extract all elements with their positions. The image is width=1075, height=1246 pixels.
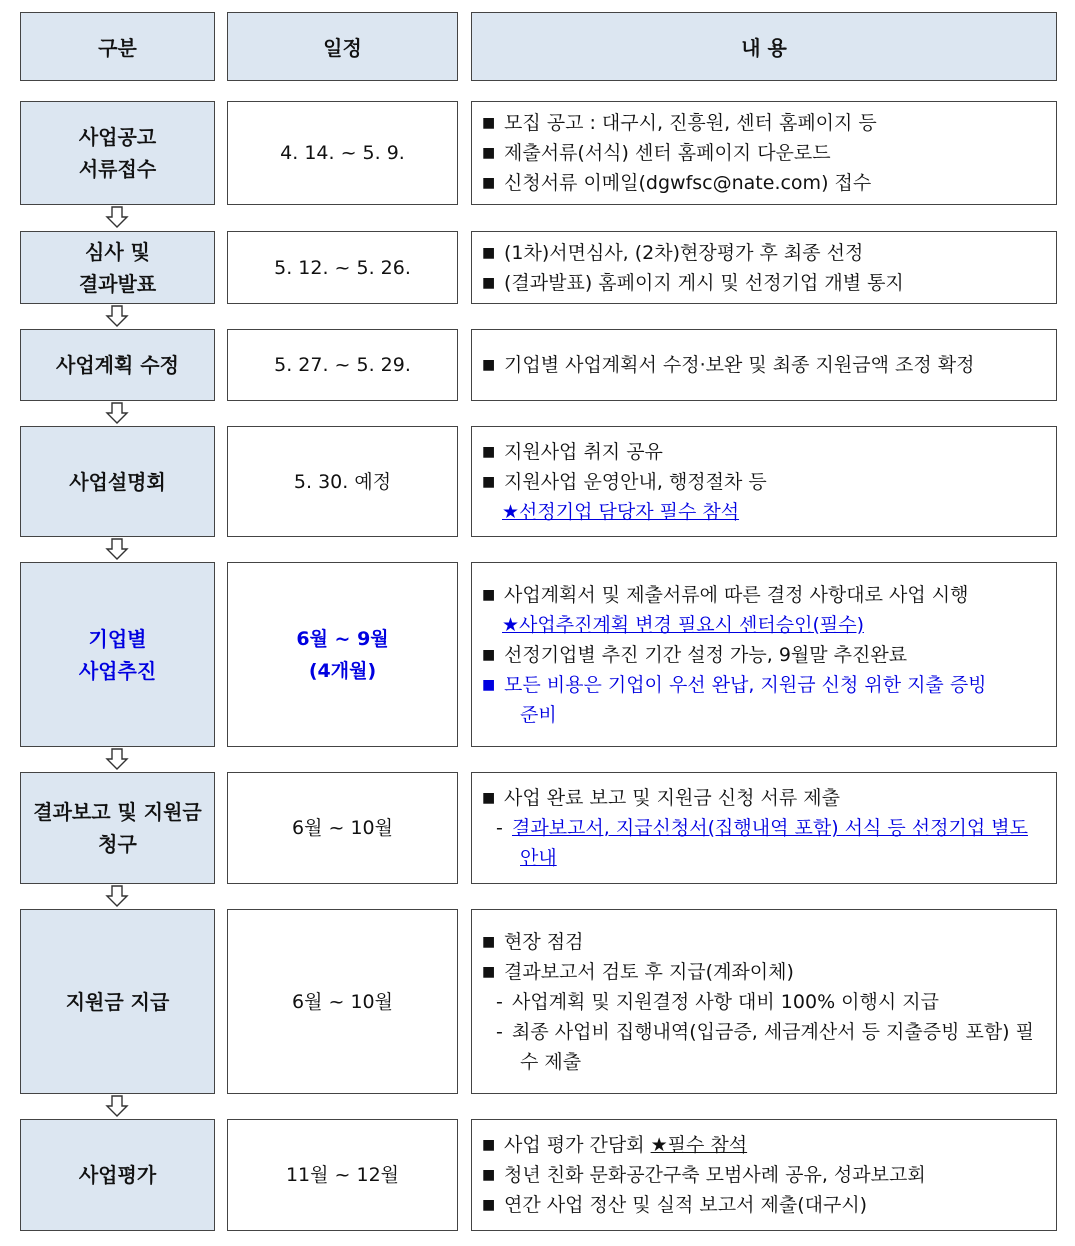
note-line: [482, 497, 1054, 527]
bullet-line: ■ 제출서류(서식) 센터 홈페이지 다운로드: [482, 138, 1054, 168]
continuation-line: [482, 843, 1054, 873]
form-guide-note: 결과보고서, 지급신청서(집행내역 포함) 서식 등 선정기업 별도: [512, 817, 1028, 839]
bullet-line: ■ 선정기업별 추진 기간 설정 가능, 9월말 추진완료: [482, 640, 1054, 670]
category-line: 사업설명회: [69, 469, 166, 494]
row-category: [20, 772, 215, 884]
bullet-line: ■ 신청서류 이메일(dgwfsc@nate.com) 접수: [482, 168, 1054, 198]
row-category: [20, 1119, 215, 1231]
category-line: 결과보고 및 지원금: [33, 800, 202, 824]
date-line: 6월 ~ 10월: [292, 817, 393, 839]
category-line: 사업공고: [78, 125, 157, 149]
category-line: 지원금 지급: [65, 989, 170, 1014]
category-line: 결과발표: [78, 271, 157, 296]
required-attendance-note: ★선정기업 담당자 필수 참석: [502, 500, 740, 523]
down-arrow-icon: [105, 402, 129, 424]
date-line: 11월 ~ 12월: [285, 1164, 400, 1186]
down-arrow-icon: [105, 1095, 129, 1117]
row-content: [471, 909, 1057, 1094]
down-arrow-icon: [105, 305, 129, 327]
header-category-text: 구분: [98, 36, 137, 60]
row-date: [227, 772, 458, 884]
row-content: [471, 329, 1057, 401]
row-category: [20, 101, 215, 205]
continuation-line: 준비: [520, 703, 557, 726]
bullet-line: ■ 청년 친화 문화공간구축 모범사례 공유, 성과보고회: [482, 1160, 1054, 1190]
category-line: 청구: [98, 832, 137, 856]
down-arrow-icon: [105, 538, 129, 560]
date-line: 5. 27. ~ 5. 29.: [274, 354, 411, 376]
required-attendance-mark: ★필수 참석: [650, 1134, 748, 1156]
header-content-text: 내 용: [741, 36, 787, 60]
category-line: 사업추진: [78, 658, 157, 683]
row-content: [471, 101, 1057, 205]
row-category: [20, 426, 215, 537]
category-line: 사업계획 수정: [56, 353, 179, 377]
bullet-line: ■ 사업 완료 보고 및 지원금 신청 서류 제출: [482, 783, 1054, 813]
dash-line: - 사업계획 및 지원결정 사항 대비 100% 이행시 지급: [482, 987, 1054, 1017]
row-date: [227, 1119, 458, 1231]
form-guide-note-cont: 안내: [520, 847, 557, 869]
header-content: [471, 12, 1057, 81]
row-content: [471, 1119, 1057, 1231]
category-line: 서류접수: [78, 157, 157, 181]
date-line: 6월 ~ 9월: [296, 627, 389, 650]
header-schedule: [227, 12, 458, 81]
row-category: [20, 909, 215, 1094]
note-line: [482, 610, 1054, 640]
date-line: 5. 12. ~ 5. 26.: [274, 256, 411, 279]
bullet-line: ■ 지원사업 운영안내, 행정절차 등: [482, 467, 1054, 497]
down-arrow-icon: [105, 206, 129, 228]
row-date: [227, 426, 458, 537]
row-content: [471, 426, 1057, 537]
header-category: [20, 12, 215, 81]
dash-line: [482, 813, 1054, 843]
category-line: 심사 및: [85, 239, 150, 264]
bullet-line: ■ 기업별 사업계획서 수정·보완 및 최종 지원금액 조정 확정: [482, 350, 1054, 380]
row-date: [227, 231, 458, 304]
category-line: 기업별: [88, 626, 147, 651]
continuation-line: 수 제출: [520, 1050, 582, 1073]
date-line: 5. 30. 예정: [293, 470, 392, 493]
bullet-line: ■ 사업계획서 및 제출서류에 따른 결정 사항대로 사업 시행: [482, 580, 1054, 610]
row-date: [227, 909, 458, 1094]
row-date: [227, 101, 458, 205]
bullet-text: 사업 평가 간담회: [504, 1134, 651, 1156]
dash-line: - 최종 사업비 집행내역(입금증, 세금계산서 등 지출증빙 포함) 필: [482, 1017, 1054, 1047]
row-content: [471, 231, 1057, 304]
bullet-line: [482, 1130, 1054, 1160]
row-category: [20, 329, 215, 401]
row-date: [227, 562, 458, 747]
row-category: [20, 562, 215, 747]
bullet-line: ■ 지원사업 취지 공유: [482, 437, 1054, 467]
date-line: (4개월): [308, 659, 377, 682]
change-approval-note: ★사업추진계획 변경 필요시 센터승인(필수): [502, 613, 864, 636]
row-content: [471, 772, 1057, 884]
date-line: 4. 14. ~ 5. 9.: [280, 142, 405, 164]
bullet-line: ■ 연간 사업 정산 및 실적 보고서 제출(대구시): [482, 1190, 1054, 1220]
category-line: 사업평가: [78, 1163, 157, 1187]
bullet-line: ■ (1차)서면심사, (2차)현장평가 후 최종 선정: [482, 238, 1054, 268]
row-date: [227, 329, 458, 401]
row-content: [471, 562, 1057, 747]
header-schedule-text: 일정: [323, 36, 362, 60]
row-category: [20, 231, 215, 304]
bullet-line: ■ 모집 공고 : 대구시, 진흥원, 센터 홈페이지 등: [482, 108, 1054, 138]
bullet-line: ■ 모든 비용은 기업이 우선 완납, 지원금 신청 위한 지출 증빙: [482, 670, 1054, 700]
date-line: 6월 ~ 10월: [292, 990, 393, 1013]
down-arrow-icon: [105, 748, 129, 770]
down-arrow-icon: [105, 885, 129, 907]
bullet-line: ■ (결과발표) 홈페이지 게시 및 선정기업 개별 통지: [482, 268, 1054, 298]
bullet-line: ■ 현장 점검: [482, 927, 1054, 957]
bullet-line: ■ 결과보고서 검토 후 지급(계좌이체): [482, 957, 1054, 987]
